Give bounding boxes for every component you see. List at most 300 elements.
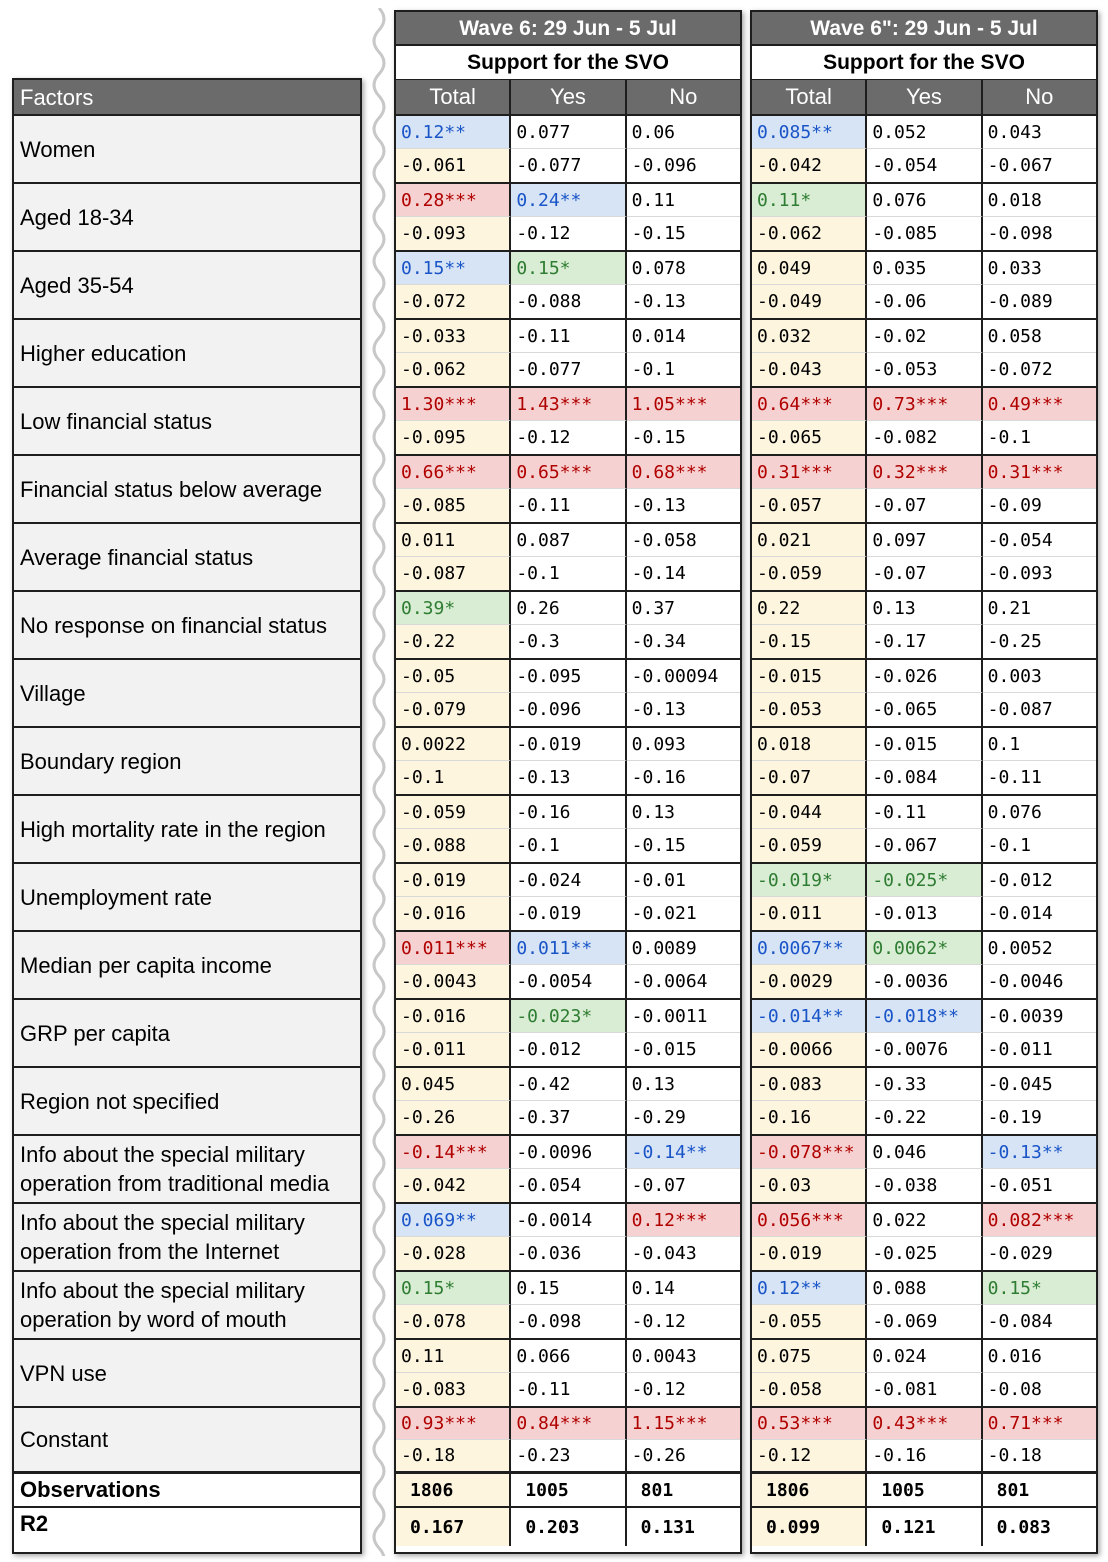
- std-error-cell: -0.088: [511, 285, 626, 318]
- std-error-line: [396, 897, 740, 930]
- std-error-line: [752, 489, 1096, 522]
- std-error-line: [752, 1305, 1096, 1338]
- coefficient-line: [752, 456, 1096, 489]
- std-error-cell: -0.12: [631, 1311, 686, 1332]
- table-row: [396, 1340, 740, 1408]
- std-error-line: [396, 965, 740, 998]
- std-error-cell: -0.16: [631, 767, 686, 788]
- coefficient-cell: -0.16: [511, 796, 626, 829]
- table-row: [396, 728, 740, 796]
- std-error-line: [752, 421, 1096, 454]
- coefficient-cell: 0.66***: [396, 456, 511, 489]
- std-error-cell: -0.12: [511, 421, 626, 454]
- table-row: [396, 592, 740, 660]
- std-error-line: [396, 489, 740, 522]
- coefficient-cell: 0.14: [627, 1272, 740, 1305]
- factor-label: Average financial status: [14, 524, 360, 592]
- coefficient-cell: 0.016: [983, 1340, 1096, 1373]
- std-error-cell: -0.011: [987, 1039, 1053, 1060]
- coefficient-line: [396, 1204, 740, 1237]
- std-error-line: [752, 1101, 1096, 1134]
- coefficient-cell: 0.088: [867, 1272, 982, 1305]
- factor-label: Financial status below average: [14, 456, 360, 524]
- factor-label: Info about the special military operation from the Internet: [14, 1204, 360, 1272]
- std-error-cell: -0.015: [631, 1039, 697, 1060]
- std-error-cell: -0.069: [867, 1305, 982, 1338]
- coefficient-cell: 0.73***: [867, 388, 982, 421]
- table-row: [396, 1408, 740, 1474]
- coefficient-cell: -0.0011: [627, 1000, 740, 1033]
- std-error-cell: -0.1: [511, 829, 626, 862]
- coefficient-cell: -0.11: [511, 320, 626, 353]
- std-error-cell: -0.081: [867, 1373, 982, 1406]
- coefficient-cell: 1.43***: [511, 388, 626, 421]
- coefficient-cell: 0.018: [752, 728, 867, 761]
- table-row: [396, 1204, 740, 1272]
- std-error-cell: -0.078: [396, 1305, 511, 1338]
- table-row: [396, 116, 740, 184]
- coefficient-line: [396, 1000, 740, 1033]
- coefficient-cell: 0.032: [752, 320, 867, 353]
- coefficient-line: [752, 1136, 1096, 1169]
- std-error-cell: -0.11: [511, 1373, 626, 1406]
- std-error-line: [396, 1101, 740, 1134]
- col-header-yes: Yes: [511, 80, 626, 114]
- std-error-cell: -0.12: [511, 217, 626, 250]
- std-error-cell: -0.019: [752, 1237, 867, 1270]
- table-row: [752, 1340, 1096, 1408]
- coefficient-cell: 0.13: [867, 592, 982, 625]
- std-error-cell: -0.18: [396, 1440, 511, 1472]
- coefficient-cell: 0.097: [867, 524, 982, 557]
- coefficient-cell: 0.0043: [627, 1340, 740, 1373]
- std-error-cell: -0.16: [752, 1101, 867, 1134]
- factor-label: Aged 35-54: [14, 252, 360, 320]
- r2-cell: 0.167: [396, 1508, 511, 1546]
- std-error-line: [752, 557, 1096, 590]
- table-row: [396, 1068, 740, 1136]
- coefficient-line: [752, 1272, 1096, 1305]
- table-row: [396, 456, 740, 524]
- coefficient-cell: -0.019*: [752, 864, 867, 897]
- std-error-cell: -0.06: [867, 285, 982, 318]
- coefficient-line: [752, 932, 1096, 965]
- coefficient-cell: 0.0067**: [752, 932, 867, 965]
- std-error-cell: -0.089: [987, 291, 1053, 312]
- coefficient-cell: 0.1: [983, 728, 1096, 761]
- std-error-cell: -0.07: [752, 761, 867, 794]
- coefficient-cell: 1.05***: [627, 388, 740, 421]
- table-row: [752, 456, 1096, 524]
- std-error-cell: -0.054: [867, 149, 982, 182]
- table-row: [752, 524, 1096, 592]
- coefficient-line: [396, 252, 740, 285]
- std-error-line: [396, 761, 740, 794]
- std-error-cell: -0.1: [631, 359, 676, 380]
- std-error-cell: -0.058: [752, 1373, 867, 1406]
- coefficient-cell: -0.42: [511, 1068, 626, 1101]
- table-row: [752, 592, 1096, 660]
- wave-subtitle: Support for the SVO: [396, 46, 740, 80]
- coefficient-cell: 0.078: [627, 252, 740, 285]
- std-error-cell: -0.059: [752, 829, 867, 862]
- regression-rows: [396, 116, 740, 1546]
- wave-title: Wave 6": 29 Jun - 5 Jul: [752, 12, 1096, 46]
- table-row: [752, 184, 1096, 252]
- table-row: [752, 1408, 1096, 1474]
- std-error-cell: -0.0043: [396, 965, 511, 998]
- coefficient-line: [752, 184, 1096, 217]
- coefficient-cell: 0.21: [983, 592, 1096, 625]
- coefficient-cell: 0.22: [752, 592, 867, 625]
- col-header-no: No: [1025, 84, 1054, 109]
- std-error-cell: -0.11: [987, 767, 1042, 788]
- table-row: [752, 252, 1096, 320]
- coefficient-cell: 0.13: [627, 1068, 740, 1101]
- r2-cell: 0.083: [996, 1516, 1051, 1538]
- std-error-cell: -0.26: [631, 1444, 686, 1466]
- observations-cell: 801: [640, 1479, 674, 1501]
- std-error-cell: -0.17: [867, 625, 982, 658]
- std-error-cell: -0.095: [396, 421, 511, 454]
- coefficient-cell: 0.052: [867, 116, 982, 149]
- table-row: [396, 252, 740, 320]
- std-error-cell: -0.021: [631, 903, 697, 924]
- coefficient-cell: -0.02: [867, 320, 982, 353]
- wave-panel-1: [394, 10, 742, 1554]
- std-error-cell: -0.07: [867, 489, 982, 522]
- col-header-yes: Yes: [867, 80, 982, 114]
- std-error-cell: -0.054: [511, 1169, 626, 1202]
- table-row: [396, 184, 740, 252]
- std-error-cell: -0.016: [396, 897, 511, 930]
- coefficient-line: [396, 456, 740, 489]
- coefficient-cell: -0.083: [752, 1068, 867, 1101]
- observations-cell: 1806: [396, 1474, 511, 1506]
- std-error-cell: -0.082: [867, 421, 982, 454]
- std-error-cell: -0.13: [511, 761, 626, 794]
- coefficient-cell: 0.033: [983, 252, 1096, 285]
- coefficient-line: [752, 1000, 1096, 1033]
- std-error-cell: -0.0029: [752, 965, 867, 998]
- factor-label: Low financial status: [14, 388, 360, 456]
- factor-label: High mortality rate in the region: [14, 796, 360, 864]
- col-header-total: Total: [396, 80, 511, 114]
- coefficient-cell: -0.01: [627, 864, 740, 897]
- coefficient-cell: 0.043: [983, 116, 1096, 149]
- coefficient-cell: -0.095: [511, 660, 626, 693]
- coefficient-line: [752, 1408, 1096, 1440]
- std-error-cell: -0.072: [987, 359, 1053, 380]
- coefficient-cell: 0.12**: [752, 1272, 867, 1305]
- coefficient-line: [752, 728, 1096, 761]
- std-error-cell: -0.012: [511, 1033, 626, 1066]
- std-error-cell: -0.1: [987, 835, 1032, 856]
- wave-title: Wave 6: 29 Jun - 5 Jul: [396, 12, 740, 46]
- coefficient-line: [396, 660, 740, 693]
- std-error-cell: -0.079: [396, 693, 511, 726]
- std-error-cell: -0.07: [867, 557, 982, 590]
- observations-cell: 1005: [511, 1474, 626, 1506]
- std-error-cell: -0.077: [511, 149, 626, 182]
- std-error-cell: -0.12: [631, 1379, 686, 1400]
- std-error-line: [752, 1440, 1096, 1472]
- std-error-cell: -0.036: [511, 1237, 626, 1270]
- coefficient-cell: -0.025*: [867, 864, 982, 897]
- std-error-cell: -0.22: [867, 1101, 982, 1134]
- std-error-line: [752, 1169, 1096, 1202]
- std-error-cell: -0.098: [511, 1305, 626, 1338]
- table-row: [396, 320, 740, 388]
- r2-cell: 0.131: [640, 1516, 695, 1538]
- coefficient-line: [752, 660, 1096, 693]
- std-error-cell: -0.038: [867, 1169, 982, 1202]
- coefficient-cell: -0.015: [867, 728, 982, 761]
- coefficient-cell: 0.24**: [511, 184, 626, 217]
- coefficient-cell: 0.39*: [396, 592, 511, 625]
- coefficient-cell: 0.13: [627, 796, 740, 829]
- r2-label: R2: [14, 1508, 360, 1546]
- column-headers: [396, 80, 740, 116]
- std-error-cell: -0.093: [987, 563, 1053, 584]
- coefficient-cell: 0.32***: [867, 456, 982, 489]
- std-error-cell: -0.028: [396, 1237, 511, 1270]
- coefficient-cell: 0.53***: [752, 1408, 867, 1440]
- std-error-line: [752, 217, 1096, 250]
- coefficient-cell: -0.0039: [983, 1000, 1096, 1033]
- observations-cell: 1806: [752, 1474, 867, 1506]
- std-error-cell: -0.029: [987, 1243, 1053, 1264]
- std-error-cell: -0.062: [752, 217, 867, 250]
- coefficient-cell: 0.046: [867, 1136, 982, 1169]
- factor-label: Boundary region: [14, 728, 360, 796]
- std-error-line: [396, 1237, 740, 1270]
- coefficient-line: [396, 796, 740, 829]
- std-error-line: [752, 353, 1096, 386]
- std-error-cell: -0.15: [631, 223, 686, 244]
- std-error-line: [752, 149, 1096, 182]
- wave-panel-2: [750, 10, 1098, 1554]
- table-row: [752, 796, 1096, 864]
- coefficient-cell: 0.003: [983, 660, 1096, 693]
- std-error-line: [396, 285, 740, 318]
- coefficient-cell: 0.65***: [511, 456, 626, 489]
- factor-label: Info about the special military operation by word of mouth: [14, 1272, 360, 1340]
- std-error-line: [396, 625, 740, 658]
- std-error-cell: -0.057: [752, 489, 867, 522]
- coefficient-cell: -0.13**: [983, 1136, 1096, 1169]
- coefficient-cell: 0.84***: [511, 1408, 626, 1440]
- coefficient-cell: 0.069**: [396, 1204, 511, 1237]
- coefficient-cell: -0.058: [627, 524, 740, 557]
- observations-label: Observations: [14, 1474, 360, 1508]
- std-error-cell: -0.042: [396, 1169, 511, 1202]
- observations-cell: 1005: [867, 1474, 982, 1506]
- coefficient-cell: 0.15: [511, 1272, 626, 1305]
- coefficient-cell: -0.033: [396, 320, 511, 353]
- coefficient-line: [396, 592, 740, 625]
- std-error-cell: -0.088: [396, 829, 511, 862]
- std-error-cell: -0.084: [987, 1311, 1053, 1332]
- coefficient-cell: 0.11*: [752, 184, 867, 217]
- coefficient-cell: -0.016: [396, 1000, 511, 1033]
- std-error-line: [396, 693, 740, 726]
- coefficient-cell: 0.014: [627, 320, 740, 353]
- coefficient-line: [396, 932, 740, 965]
- std-error-cell: -0.067: [987, 155, 1053, 176]
- table-row: [752, 116, 1096, 184]
- table-row: [752, 864, 1096, 932]
- std-error-cell: -0.019: [511, 897, 626, 930]
- std-error-cell: -0.26: [396, 1101, 511, 1134]
- col-header-no: No: [669, 84, 698, 109]
- r2-cell: 0.121: [867, 1508, 982, 1546]
- std-error-cell: -0.3: [511, 625, 626, 658]
- std-error-cell: -0.013: [867, 897, 982, 930]
- coefficient-cell: 0.077: [511, 116, 626, 149]
- std-error-cell: -0.1: [987, 427, 1032, 448]
- std-error-cell: -0.053: [867, 353, 982, 386]
- coefficient-line: [396, 1272, 740, 1305]
- std-error-line: [396, 421, 740, 454]
- std-error-cell: -0.13: [631, 291, 686, 312]
- std-error-line: [752, 897, 1096, 930]
- std-error-cell: -0.053: [752, 693, 867, 726]
- observations-row: [396, 1474, 740, 1508]
- std-error-cell: -0.14: [631, 563, 686, 584]
- std-error-line: [396, 1169, 740, 1202]
- std-error-cell: -0.043: [631, 1243, 697, 1264]
- std-error-line: [396, 217, 740, 250]
- coefficient-cell: 0.058: [983, 320, 1096, 353]
- table-row: [396, 1272, 740, 1340]
- std-error-cell: -0.061: [396, 149, 511, 182]
- coefficient-cell: -0.078***: [752, 1136, 867, 1169]
- std-error-cell: -0.096: [631, 155, 697, 176]
- coefficient-line: [396, 1068, 740, 1101]
- std-error-cell: -0.16: [867, 1440, 982, 1472]
- table-row: [396, 932, 740, 1000]
- std-error-cell: -0.055: [752, 1305, 867, 1338]
- std-error-line: [396, 1033, 740, 1066]
- coefficient-cell: 0.43***: [867, 1408, 982, 1440]
- std-error-line: [752, 1373, 1096, 1406]
- std-error-cell: -0.0054: [511, 965, 626, 998]
- std-error-line: [396, 1373, 740, 1406]
- r2-cell: 0.099: [752, 1508, 867, 1546]
- std-error-cell: -0.12: [752, 1440, 867, 1472]
- std-error-cell: -0.15: [752, 625, 867, 658]
- coefficient-cell: 0.035: [867, 252, 982, 285]
- coefficient-cell: 0.021: [752, 524, 867, 557]
- table-row: [396, 1000, 740, 1068]
- coefficient-cell: 0.011: [396, 524, 511, 557]
- factor-list: [14, 116, 360, 1474]
- std-error-cell: -0.098: [987, 223, 1053, 244]
- coefficient-cell: 0.076: [867, 184, 982, 217]
- coefficient-cell: 0.31***: [983, 456, 1096, 489]
- coefficient-cell: 0.15**: [396, 252, 511, 285]
- std-error-cell: -0.042: [752, 149, 867, 182]
- std-error-cell: -0.0066: [752, 1033, 867, 1066]
- coefficient-cell: 0.0089: [627, 932, 740, 965]
- coefficient-cell: -0.0096: [511, 1136, 626, 1169]
- std-error-cell: -0.084: [867, 761, 982, 794]
- std-error-cell: -0.15: [631, 427, 686, 448]
- coefficient-line: [752, 864, 1096, 897]
- std-error-cell: -0.049: [752, 285, 867, 318]
- coefficient-cell: -0.05: [396, 660, 511, 693]
- coefficient-cell: 0.68***: [627, 456, 740, 489]
- coefficient-cell: 0.15*: [396, 1272, 511, 1305]
- coefficient-cell: 1.15***: [627, 1408, 740, 1440]
- std-error-line: [752, 625, 1096, 658]
- coefficient-cell: 0.082***: [983, 1204, 1096, 1237]
- r2-row: [396, 1508, 740, 1546]
- std-error-line: [396, 149, 740, 182]
- std-error-cell: -0.067: [867, 829, 982, 862]
- table-row: [396, 796, 740, 864]
- factor-label: Median per capita income: [14, 932, 360, 1000]
- std-error-cell: -0.25: [987, 631, 1042, 652]
- std-error-cell: -0.13: [631, 495, 686, 516]
- std-error-cell: -0.19: [987, 1107, 1042, 1128]
- table-row: [752, 1068, 1096, 1136]
- table-row: [752, 388, 1096, 456]
- coefficient-cell: 0.075: [752, 1340, 867, 1373]
- table-row: [396, 1136, 740, 1204]
- coefficient-line: [396, 864, 740, 897]
- std-error-line: [752, 965, 1096, 998]
- coefficient-line: [752, 1204, 1096, 1237]
- std-error-cell: -0.085: [867, 217, 982, 250]
- coefficient-line: [752, 524, 1096, 557]
- std-error-cell: -0.34: [631, 631, 686, 652]
- std-error-cell: -0.083: [396, 1373, 511, 1406]
- std-error-cell: -0.09: [987, 495, 1042, 516]
- coefficient-cell: -0.024: [511, 864, 626, 897]
- std-error-cell: -0.03: [752, 1169, 867, 1202]
- std-error-line: [752, 1033, 1096, 1066]
- coefficient-cell: 0.11: [396, 1340, 511, 1373]
- coefficient-cell: 0.06: [627, 116, 740, 149]
- std-error-cell: -0.011: [396, 1033, 511, 1066]
- coefficient-cell: 0.076: [983, 796, 1096, 829]
- factor-label: GRP per capita: [14, 1000, 360, 1068]
- coefficient-cell: -0.012: [983, 864, 1096, 897]
- coefficient-line: [396, 1408, 740, 1440]
- coefficient-line: [396, 1136, 740, 1169]
- torn-edge-divider: [366, 8, 392, 1556]
- coefficient-cell: 0.087: [511, 524, 626, 557]
- r2-row: [752, 1508, 1096, 1546]
- std-error-cell: -0.085: [396, 489, 511, 522]
- factor-label: Village: [14, 660, 360, 728]
- coefficient-cell: -0.14**: [627, 1136, 740, 1169]
- coefficient-line: [752, 320, 1096, 353]
- coefficient-cell: 0.024: [867, 1340, 982, 1373]
- coefficient-cell: 0.093: [627, 728, 740, 761]
- coefficient-cell: -0.014**: [752, 1000, 867, 1033]
- coefficient-cell: -0.14***: [396, 1136, 511, 1169]
- coefficient-line: [396, 184, 740, 217]
- factor-label: VPN use: [14, 1340, 360, 1408]
- factor-label: Unemployment rate: [14, 864, 360, 932]
- factor-label: Info about the special military operation from traditional media: [14, 1136, 360, 1204]
- table-row: [396, 388, 740, 456]
- std-error-cell: -0.062: [396, 353, 511, 386]
- coefficient-cell: 0.056***: [752, 1204, 867, 1237]
